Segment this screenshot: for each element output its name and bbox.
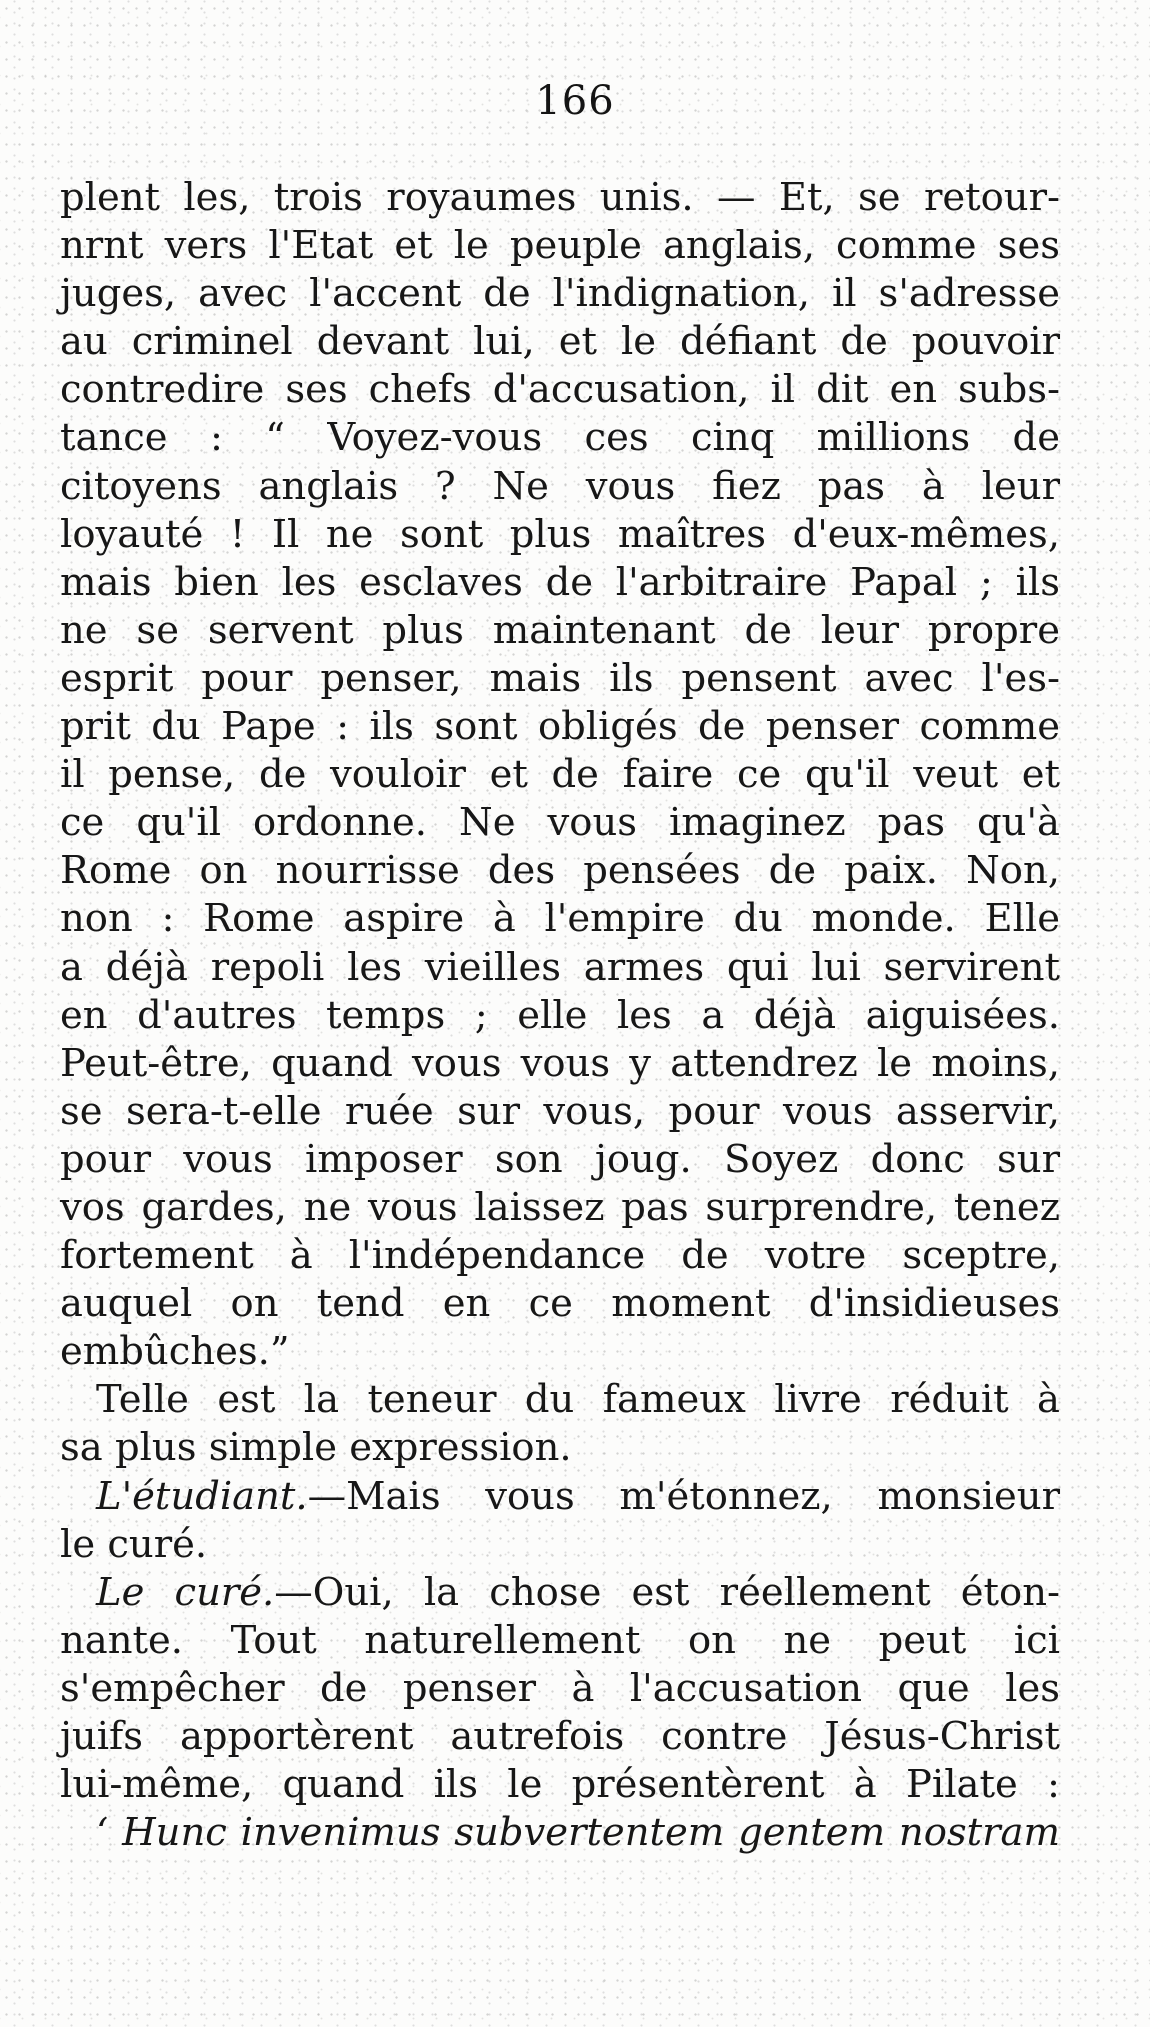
dialogue-line-cure [60, 1569, 1060, 1617]
text-line: esprit pour penser, mais ils pensent avec l'es- [60, 655, 1060, 701]
text-line: a déjà repoli les vieilles armes qui lui servirent [60, 944, 1060, 990]
text-line: il pense, de vouloir et de faire ce qu'il veut et [60, 752, 1060, 798]
text-line: non : Rome aspire à l'empire du monde. Elle [60, 896, 1060, 942]
speaker-label-student: L'étudiant. [96, 1473, 308, 1519]
speaker-label-cure: Le curé. [96, 1569, 275, 1615]
text-line: contredire ses chefs d'accusation, il dit en subs- [60, 367, 1060, 413]
cure-speech: —Oui, la chose est réellement éton- [274, 1569, 1061, 1615]
text-line: auquel on tend en ce moment d'insidieuses [60, 1281, 1060, 1327]
body-text [60, 174, 1060, 1857]
text-line: nante. Tout naturellement on ne peut ici [60, 1617, 1060, 1663]
text-line: mais bien les esclaves de l'arbitraire Papal ; ils [60, 559, 1060, 605]
text-line: embûches.” [60, 1329, 290, 1375]
text-line: loyauté ! Il ne sont plus maîtres d'eux-mêmes, [60, 511, 1060, 557]
text-line: nrnt vers l'Etat et le peuple anglais, comme ses [60, 223, 1060, 269]
text-line: prit du Pape : ils sont obligés de penser comme [60, 704, 1060, 750]
text-line: au criminel devant lui, et le défiant de pouvoir [60, 319, 1060, 365]
text-line: sa plus simple expression. [60, 1425, 572, 1471]
text-line: vos gardes, ne vous laissez pas surprendre, tenez [60, 1184, 1060, 1230]
text-line: ne se servent plus maintenant de leur propre [60, 607, 1060, 653]
text-line: Rome on nourrisse des pensées de paix. Non, [60, 848, 1060, 894]
text-line: se sera-t-elle ruée sur vous, pour vous asservir, [60, 1088, 1060, 1134]
text-line: plent les, trois royaumes unis. — Et, se retour- [60, 175, 1060, 220]
student-speech: —Mais vous m'étonnez, monsieur [307, 1473, 1060, 1519]
text-line: citoyens anglais ? Ne vous fiez pas à leur [60, 463, 1060, 509]
text-line: fortement à l'indépendance de votre sceptre, [60, 1233, 1060, 1279]
latin-quote-line: ‘ Hunc invenimus subvertentem gentem nostram [96, 1810, 1060, 1856]
text-line: le curé. [60, 1521, 208, 1567]
text-line: Telle est la teneur du fameux livre réduit à [96, 1377, 1060, 1423]
text-line: Peut-être, quand vous vous y attendrez le moins, [60, 1040, 1060, 1086]
text-line: pour vous imposer son joug. Soyez donc sur [60, 1136, 1060, 1182]
text-line: ce qu'il ordonne. Ne vous imaginez pas qu'à [60, 800, 1060, 846]
text-line: juges, avec l'accent de l'indignation, il s'adresse [60, 271, 1060, 317]
page-number: 166 [535, 78, 615, 124]
text-line: s'empêcher de penser à l'accusation que les [60, 1665, 1060, 1711]
text-line: tance : “ Voyez-vous ces cinq millions de [60, 415, 1060, 461]
text-line: lui-même, quand ils le présentèrent à Pilate : [60, 1762, 1060, 1808]
dialogue-line-student [60, 1473, 1060, 1521]
text-line: juifs apportèrent autrefois contre Jésus-Christ [60, 1714, 1060, 1759]
text-line: en d'autres temps ; elle les a déjà aiguisées. [60, 992, 1060, 1038]
